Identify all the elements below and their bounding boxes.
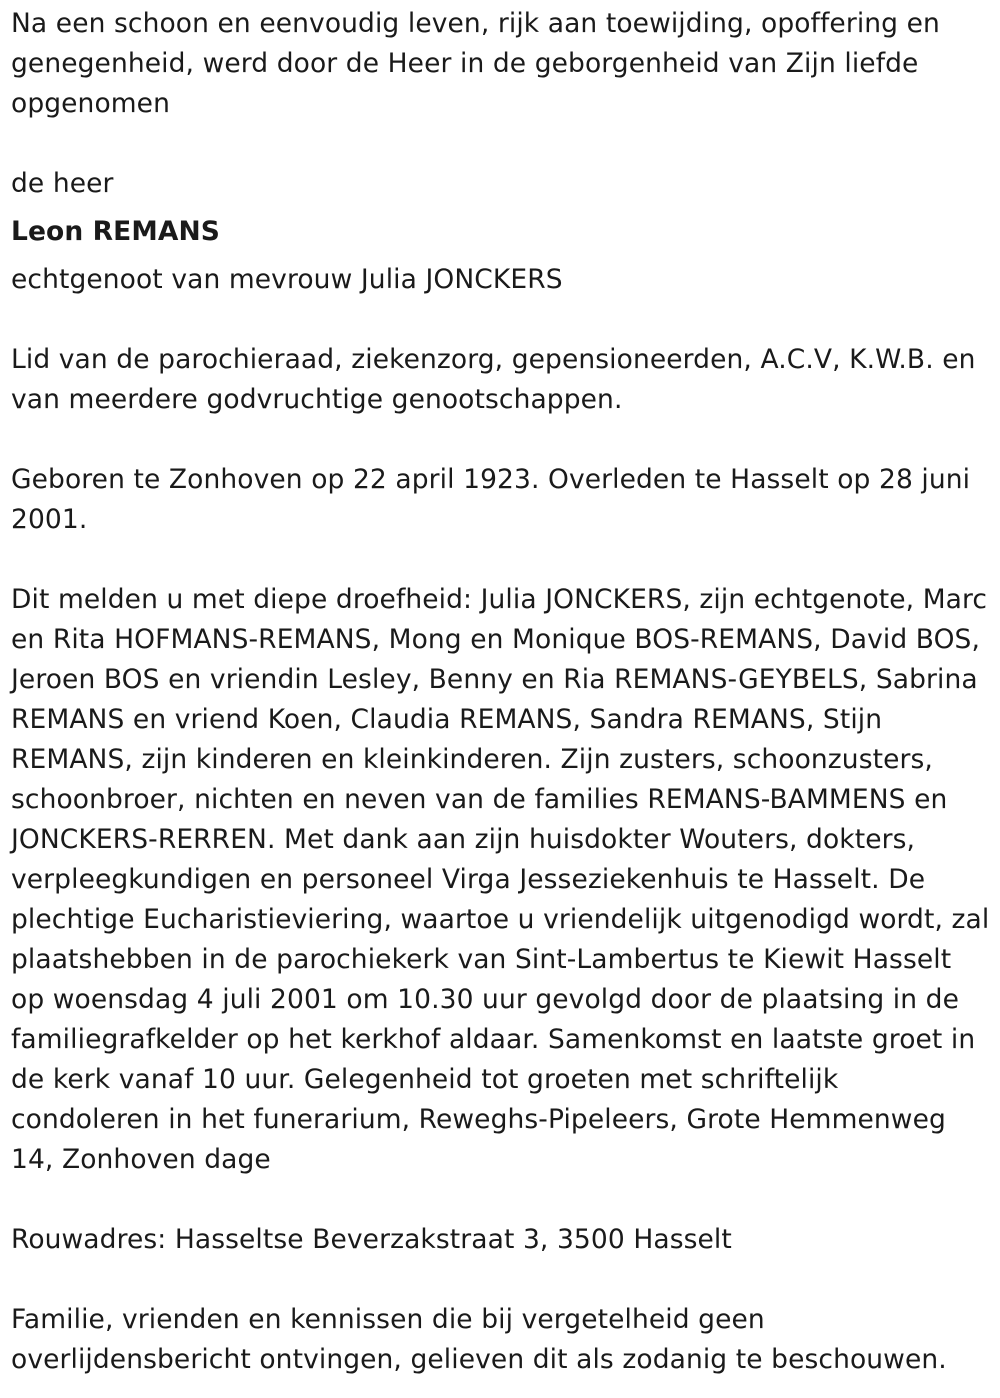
mourning-address: Rouwadres: Hasseltse Beverzakstraat 3, 3500 Hasselt bbox=[11, 1224, 732, 1255]
intro-text: Na een schoon en eenvoudig leven, rijk aan toewijding, opoffering en genegenheid, werd door de Heer in de geborgenheid van Zijn liefde opgenomen bbox=[11, 8, 940, 119]
spouse-line: echtgenoot van mevrouw Julia JONCKERS bbox=[11, 264, 563, 295]
memberships-text: Lid van de parochieraad, ziekenzorg, gepensioneerden, A.C.V, K.W.B. en van meerdere godvruchtige genootschappen. bbox=[11, 344, 976, 415]
announcement-text: Dit melden u met diepe droefheid: Julia JONCKERS, zijn echtgenote, Marc en Rita HOFMANS-REMANS, Mong en Monique BOS-REMANS, David BOS, Jeroen BOS en vriendin Lesley, Benny en Ria REMANS-GEYBELS, Sabrina REMANS en vriend Koen, Claudia REMANS, Sandra REMANS, Stijn REMANS, zijn kinderen en kleinkinderen. Zijn zusters, schoonzusters, schoonbroer, nichten en neven van de families REMANS-BAMMENS en JONCKERS-RERREN. Met dank aan zijn huisdokter Wouters, dokters, verpleegkundigen en personeel Virga Jesseziekenhuis te Hasselt. De plechtige Eucharistieviering, waartoe u vriendelijk uitgenodigd wordt, zal plaatshebben in de parochiekerk van Sint-Lambertus te Kiewit Hasselt op woensdag 4 juli 2001 om 10.30 uur gevolgd door de plaatsing in de familiegrafkelder op het kerkhof aldaar. Samenkomst en laatste groet in de kerk vanaf 10 uur. Gelegenheid tot groeten met schriftelijk condoleren in het funerarium, Reweghs-Pipeleers, Grote Hemmenweg 14, Zonhoven dage bbox=[11, 584, 990, 1175]
birth-death-text: Geboren te Zonhoven op 22 april 1923. Overleden te Hasselt op 28 juni 2001. bbox=[11, 464, 971, 535]
closing-text: Familie, vrienden en kennissen die bij vergetelheid geen overlijdensbericht ontvingen, gelieven dit als zodanig te beschouwen. bbox=[11, 1304, 947, 1375]
honorific: de heer bbox=[11, 168, 114, 199]
deceased-name: Leon REMANS bbox=[11, 216, 220, 247]
